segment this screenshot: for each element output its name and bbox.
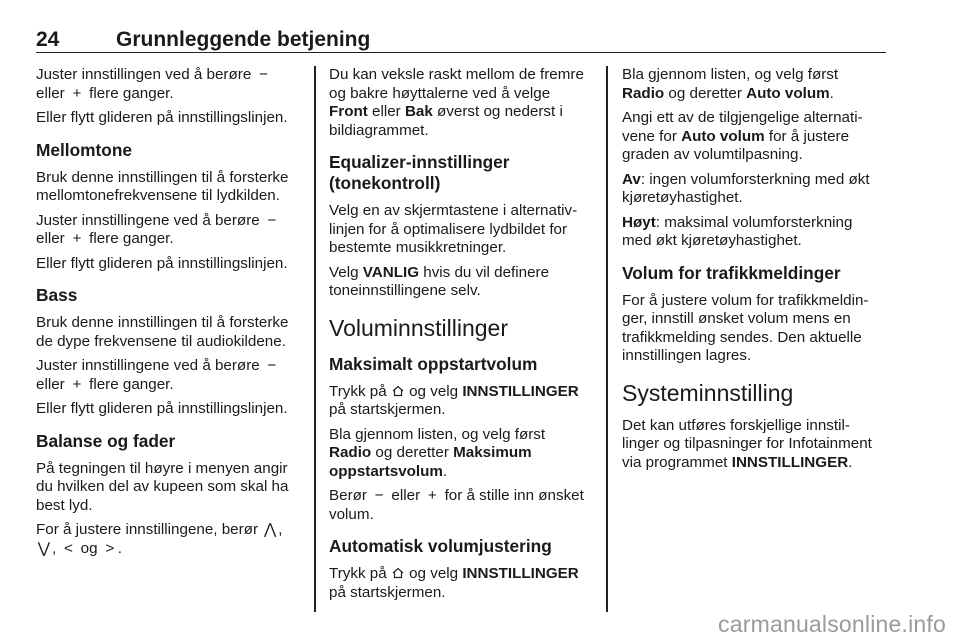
text: og deretter [371,444,454,461]
text: eller [367,103,405,120]
text: for å stille inn ønsket volum. [329,487,584,523]
text: Trykk på [329,382,391,400]
text: Du kan veksle raskt mellom de fremre og bakre høyttalerne ved å velge [329,66,584,102]
section-heading-automatisk: Automatisk volumjustering [329,536,552,556]
text: Velg [329,263,363,281]
text: For å justere innstillingene, berør [36,521,263,538]
ui-term-auto-volum: Auto volum [746,84,830,102]
ui-term-auto-volum: Auto volum [681,127,765,145]
paragraph [36,212,298,249]
minus-icon: − [267,357,277,374]
paragraph [622,417,884,473]
paragraph [329,426,591,482]
section-heading-balanse: Balanse og fader [36,430,176,451]
text: Juster innstillingene ved å berøre [36,357,264,374]
text: hvis du vil definere toneinnstillingene selv. [329,263,550,299]
text: og [76,539,102,557]
text: , [278,521,283,538]
chevron-up-icon: ⋀ [264,521,277,538]
text: : ingen volumforsterkning med økt kjøretøyhastighet. [622,170,870,206]
ui-term-radio: Radio [329,444,372,461]
section-heading-mellomtone: Mellomtone [36,139,133,160]
column-2 [329,66,591,608]
text: Bla gjennom listen, og velg først [622,66,839,83]
text: , [52,539,61,557]
column-3 [622,66,884,478]
paragraph [622,66,884,103]
text: på startskjermen. [329,583,446,601]
text: flere ganger. [84,375,174,393]
text: . [848,453,853,471]
text: øverst og nederst i bildiagrammet. [329,103,563,139]
text: og deretter [664,84,747,102]
paragraph [36,357,298,394]
chapter-heading-voluminnstillinger: Voluminnstillinger [329,314,508,341]
plus-icon: + [427,487,437,504]
paragraph [622,109,884,165]
text: Bla gjennom listen, og velg først [329,425,546,443]
section-heading-equalizer: Equalizer-innstillinger (tonekontroll) [329,152,510,193]
page-number: 24 [36,28,60,51]
text: og velg [404,565,463,582]
paragraph [329,66,591,140]
text: flere ganger. [84,84,174,102]
watermark: carmanualsonline.info [718,611,946,637]
plus-icon: + [72,375,82,393]
plus-icon: + [72,230,82,247]
ui-term-innstillinger: INNSTILLINGER [731,453,849,471]
minus-icon: − [374,487,384,504]
column-divider [314,66,316,612]
text: : maksimal volumforsterkning med økt kjøretøyhastighet. [622,213,853,249]
text: Det kan utføres forskjellige innstil-linger og tilpasninger for Infotainment via programmet [622,416,872,471]
chevron-left-icon: < [64,539,73,557]
minus-icon: − [267,211,277,229]
text: Berør [329,487,372,504]
section-heading-bass: Bass [36,285,78,305]
text: på startskjermen. [329,401,446,418]
column-1 [36,66,298,564]
chevron-right-icon: > [105,539,115,557]
text: eller [387,487,425,504]
paragraph [622,171,884,208]
text: . [117,539,123,557]
page-header [36,28,886,53]
ui-term-innstillinger: INNSTILLINGER [462,565,579,582]
plus-icon: + [72,84,82,102]
paragraph [329,383,591,420]
ui-term-av: Av [622,170,641,188]
ui-term-vanlig: VANLIG [362,263,420,281]
paragraph [329,264,591,301]
paragraph [36,521,298,558]
paragraph: Bruk denne innstillingen til å forsterke mellomtonefrekvensene til lydkilden. [36,168,289,204]
text: Juster innstillingene ved å berøre [36,211,264,229]
paragraph: Eller flytt glideren på innstillingslinjen. [36,109,288,126]
ui-term-innstillinger: INNSTILLINGER [462,382,579,400]
text: . [442,462,448,480]
text: flere ganger. [84,230,174,247]
chevron-down-icon: ⋁ [37,539,51,557]
paragraph: Velg en av skjermtastene i alternativ-linjen for å optimalisere lydbildet for bestemte musikkretninger. [329,202,578,256]
text: eller [36,84,69,102]
section-heading-maksimalt: Maksimalt oppstartvolum [329,353,538,374]
ui-term-bak: Bak [404,103,433,120]
paragraph: Bruk denne innstillingen til å forsterke de dype frekvensene til audiokildene. [36,314,289,350]
text: . [829,84,834,102]
paragraph [622,214,884,251]
home-icon [391,566,405,580]
ui-term-maksimum-oppstartsvolum: Maksimum oppstartsvolum [329,444,532,480]
text: Juster innstillingen ved å berøre [36,66,256,83]
text: og velg [404,382,463,400]
text: eller [36,375,69,393]
running-title: Grunnleggende betjening [116,28,371,51]
home-icon [391,384,405,398]
ui-term-hoyt: Høyt [622,213,656,231]
paragraph [36,66,298,103]
section-heading-trafikkmeldinger: Volum for trafikkmeldinger [622,262,841,283]
paragraph [329,565,591,602]
minus-icon: − [259,66,268,83]
column-divider [606,66,608,612]
paragraph [329,487,591,524]
paragraph: Eller flytt glideren på innstillingslinjen. [36,400,288,417]
paragraph: For å justere volum for trafikkmeldin-ger, innstill ønsket volum mens en trafikkmelding sendes. Den aktuelle innstillingen lagres. [622,291,869,364]
chapter-heading-systeminnstilling: Systeminnstilling [622,379,794,406]
text: Trykk på [329,565,391,582]
text: for å justere graden av volumtilpasning. [622,127,850,163]
text: eller [36,230,69,247]
ui-term-front: Front [329,103,368,120]
paragraph: Eller flytt glideren på innstillingslinjen. [36,254,288,272]
paragraph: På tegningen til høyre i menyen angir du hvilken del av kupeen som skal ha best lyd. [36,459,289,514]
ui-term-radio: Radio [622,84,665,102]
text: Angi ett av de tilgjengelige alternati-vene for [622,109,863,145]
